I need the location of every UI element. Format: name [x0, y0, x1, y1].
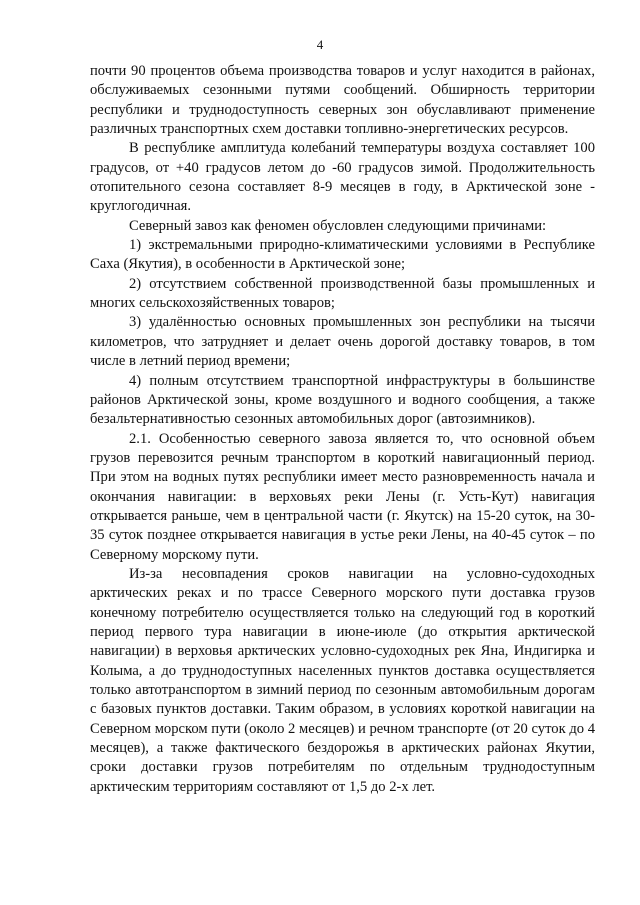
- paragraph-temperature: В республике амплитуда колебаний температуры воздуха составляет 100 градусов, от +40 градусов летом до -60 градусов зимой. Продолжительность отопительного сезона составляет 8-9 месяцев в году, в Арктической зоне - круглогодичная.: [90, 140, 595, 215]
- list-item-3: 3) удалённостью основных промышленных зон республики на тысячи километров, что затрудняет и делает очень дорогой доставку товаров, в том числе в летний период времени;: [90, 314, 595, 370]
- document-body: [90, 62, 595, 797]
- paragraph-navigation-mismatch: Из-за несовпадения сроков навигации на условно-судоходных арктических реках и по трассе Северного морского пути доставка грузов конечному потребителю осуществляется только на следующий год в короткий период первого тура навигации в июне-июле (до открытия арктической навигации) в верховья арктических условно-судоходных рек Яна, Индигирка и Колыма, а до труднодоступных населенных пунктов доставка осуществляется только автотранспортом в зимний период по сезонным автомобильным дорогам с базовых пунктов доставки. Таким образом, в условиях короткой навигации на Северном морском пути (около 2 месяцев) и речном транспорте (от 20 суток до 4 месяцев), а также фактического бездорожья в арктических районах Якутии, сроки доставки грузов потребителям по отдельным труднодоступным арктическим территориям составляют от 1,5 до 2-х лет.: [90, 565, 595, 795]
- page-number: 4: [316, 37, 324, 52]
- list-item-2: 2) отсутствием собственной производственной базы промышленных и многих сельскохозяйственных товаров;: [90, 275, 595, 312]
- list-item-1: 1) экстремальными природно-климатическими условиями в Республике Саха (Якутия), в особенности в Арктической зоне;: [90, 237, 595, 273]
- paragraph-section-2-1: 2.1. Особенностью северного завоза является то, что основной объем грузов перевозится речным транспортом в короткий навигационный период. При этом на водных путях республики имеет место разновременность начала и окончания навигации: в верховьях реки Лены (г. Усть-Кут) навигация открывается раньше, чем в центральной части (г. Якутск) на 15-20 суток, на 30-35 суток позднее открывается навигация в устье реки Лены, на 40-45 суток – по Северному морскому пути.: [90, 430, 595, 563]
- paragraph-continuation: почти 90 процентов объема производства товаров и услуг находится в районах, обслуживаемых сезонными путями сообщений. Обширность территории республики и труднодоступность северных зон обуславливают применение различных транспортных схем доставки топливно-энергетических ресурсов.: [90, 63, 595, 138]
- list-item-4: 4) полным отсутствием транспортной инфраструктуры в большинстве районов Арктической зоны, кроме воздушного и водного сообщения, а также безальтернативностью сезонных автомобильных дорог (автозимников).: [90, 372, 595, 428]
- paragraph-causes-intro: Северный завоз как феномен обусловлен следующими причинами:: [129, 217, 547, 234]
